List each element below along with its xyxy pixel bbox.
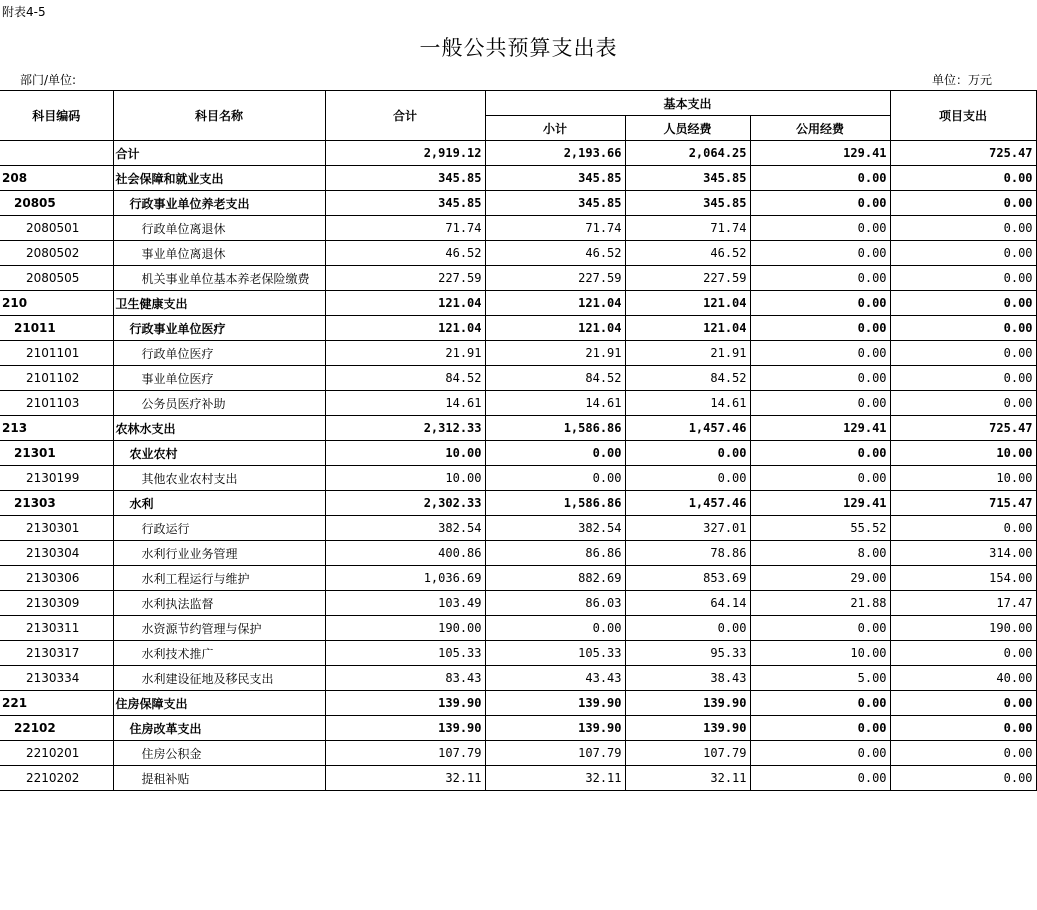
cell-code: 213: [0, 416, 113, 441]
cell-project: 0.00: [890, 166, 1036, 191]
cell-subtotal: 121.04: [485, 316, 625, 341]
cell-total: 227.59: [325, 266, 485, 291]
table-row: [0, 491, 1036, 516]
cell-subtotal: 107.79: [485, 741, 625, 766]
cell-total: 46.52: [325, 241, 485, 266]
cell-personnel: 345.85: [625, 191, 750, 216]
cell-total: 2,312.33: [325, 416, 485, 441]
cell-code: 2130334: [0, 666, 113, 691]
header-name: 科目名称: [113, 91, 325, 141]
cell-project: 0.00: [890, 341, 1036, 366]
table-row: [0, 291, 1036, 316]
cell-code: 2101102: [0, 366, 113, 391]
cell-code: 20805: [0, 191, 113, 216]
cell-project: 0.00: [890, 191, 1036, 216]
cell-personnel: 32.11: [625, 766, 750, 791]
cell-project: 0.00: [890, 641, 1036, 666]
cell-project: 10.00: [890, 441, 1036, 466]
cell-subtotal: 32.11: [485, 766, 625, 791]
cell-project: 0.00: [890, 216, 1036, 241]
cell-subtotal: 882.69: [485, 566, 625, 591]
table-row: [0, 166, 1036, 191]
cell-total: 2,919.12: [325, 141, 485, 166]
cell-total: 121.04: [325, 291, 485, 316]
cell-subtotal: 46.52: [485, 241, 625, 266]
cell-personnel: 71.74: [625, 216, 750, 241]
cell-public: 129.41: [750, 416, 890, 441]
cell-code: 2210201: [0, 741, 113, 766]
cell-total: 103.49: [325, 591, 485, 616]
cell-code: 2130199: [0, 466, 113, 491]
cell-subtotal: 1,586.86: [485, 491, 625, 516]
cell-total: 139.90: [325, 691, 485, 716]
cell-personnel: 0.00: [625, 466, 750, 491]
table-row: [0, 316, 1036, 341]
cell-personnel: 121.04: [625, 316, 750, 341]
cell-code: 21011: [0, 316, 113, 341]
cell-public: 0.00: [750, 741, 890, 766]
cell-personnel: 139.90: [625, 691, 750, 716]
table-row: [0, 241, 1036, 266]
cell-name: 水利建设征地及移民支出: [113, 666, 325, 691]
table-row: [0, 341, 1036, 366]
cell-name: 农林水支出: [113, 416, 325, 441]
cell-name: 社会保障和就业支出: [113, 166, 325, 191]
cell-name: 机关事业单位基本养老保险缴费: [113, 266, 325, 291]
table-row: [0, 616, 1036, 641]
cell-public: 129.41: [750, 491, 890, 516]
cell-public: 0.00: [750, 241, 890, 266]
header-personnel: 人员经费: [625, 116, 750, 141]
cell-name: 住房保障支出: [113, 691, 325, 716]
cell-public: 0.00: [750, 691, 890, 716]
table-row: [0, 141, 1036, 166]
cell-code: 21301: [0, 441, 113, 466]
cell-public: 5.00: [750, 666, 890, 691]
cell-public: 29.00: [750, 566, 890, 591]
table-row: [0, 716, 1036, 741]
cell-project: 0.00: [890, 266, 1036, 291]
cell-subtotal: 139.90: [485, 691, 625, 716]
cell-code: 2130304: [0, 541, 113, 566]
cell-public: 0.00: [750, 166, 890, 191]
cell-public: 10.00: [750, 641, 890, 666]
cell-code: 210: [0, 291, 113, 316]
table-row: [0, 641, 1036, 666]
cell-public: 0.00: [750, 366, 890, 391]
cell-project: 0.00: [890, 766, 1036, 791]
cell-public: 0.00: [750, 266, 890, 291]
cell-project: 0.00: [890, 741, 1036, 766]
cell-name: 其他农业农村支出: [113, 466, 325, 491]
cell-personnel: 1,457.46: [625, 491, 750, 516]
cell-project: 0.00: [890, 391, 1036, 416]
cell-total: 83.43: [325, 666, 485, 691]
table-row: [0, 741, 1036, 766]
cell-total: 107.79: [325, 741, 485, 766]
cell-name: 合计: [113, 141, 325, 166]
cell-public: 21.88: [750, 591, 890, 616]
cell-code: 2080501: [0, 216, 113, 241]
cell-public: 0.00: [750, 441, 890, 466]
table-body: [0, 141, 1036, 791]
cell-personnel: 84.52: [625, 366, 750, 391]
cell-public: 0.00: [750, 616, 890, 641]
cell-subtotal: 21.91: [485, 341, 625, 366]
cell-subtotal: 84.52: [485, 366, 625, 391]
cell-name: 水利: [113, 491, 325, 516]
table-row: [0, 566, 1036, 591]
cell-name: 事业单位医疗: [113, 366, 325, 391]
cell-subtotal: 121.04: [485, 291, 625, 316]
cell-project: 190.00: [890, 616, 1036, 641]
cell-name: 行政事业单位养老支出: [113, 191, 325, 216]
cell-subtotal: 0.00: [485, 441, 625, 466]
cell-subtotal: 139.90: [485, 716, 625, 741]
cell-project: 17.47: [890, 591, 1036, 616]
cell-subtotal: 71.74: [485, 216, 625, 241]
header-total: 合计: [325, 91, 485, 141]
cell-code: 2101103: [0, 391, 113, 416]
table-row: [0, 541, 1036, 566]
page-title: 一般公共预算支出表: [419, 36, 618, 60]
cell-subtotal: 2,193.66: [485, 141, 625, 166]
cell-public: 0.00: [750, 466, 890, 491]
table-row: [0, 666, 1036, 691]
cell-public: 0.00: [750, 391, 890, 416]
cell-code: 2101101: [0, 341, 113, 366]
department-label: 部门/单位:: [20, 73, 77, 87]
cell-total: 10.00: [325, 466, 485, 491]
cell-code: 22102: [0, 716, 113, 741]
cell-total: 21.91: [325, 341, 485, 366]
cell-subtotal: 0.00: [485, 616, 625, 641]
cell-project: 0.00: [890, 691, 1036, 716]
cell-subtotal: 345.85: [485, 191, 625, 216]
table-row: [0, 691, 1036, 716]
cell-project: 0.00: [890, 716, 1036, 741]
table-row: [0, 416, 1036, 441]
cell-name: 行政运行: [113, 516, 325, 541]
table-row: [0, 466, 1036, 491]
cell-subtotal: 345.85: [485, 166, 625, 191]
cell-public: 55.52: [750, 516, 890, 541]
cell-personnel: 95.33: [625, 641, 750, 666]
cell-name: 水利工程运行与维护: [113, 566, 325, 591]
cell-public: 0.00: [750, 766, 890, 791]
cell-project: 0.00: [890, 366, 1036, 391]
table-row: [0, 191, 1036, 216]
cell-personnel: 0.00: [625, 441, 750, 466]
cell-project: 0.00: [890, 516, 1036, 541]
cell-name: 卫生健康支出: [113, 291, 325, 316]
cell-public: 0.00: [750, 191, 890, 216]
cell-subtotal: 1,586.86: [485, 416, 625, 441]
cell-total: 2,302.33: [325, 491, 485, 516]
cell-public: 0.00: [750, 341, 890, 366]
cell-subtotal: 105.33: [485, 641, 625, 666]
cell-public: 0.00: [750, 216, 890, 241]
table-row: [0, 216, 1036, 241]
cell-project: 725.47: [890, 416, 1036, 441]
header-code: 科目编码: [0, 91, 113, 141]
cell-public: 129.41: [750, 141, 890, 166]
cell-total: 32.11: [325, 766, 485, 791]
cell-total: 190.00: [325, 616, 485, 641]
cell-total: 71.74: [325, 216, 485, 241]
cell-project: 314.00: [890, 541, 1036, 566]
cell-personnel: 139.90: [625, 716, 750, 741]
cell-name: 行政单位离退休: [113, 216, 325, 241]
cell-personnel: 14.61: [625, 391, 750, 416]
cell-code: 208: [0, 166, 113, 191]
header-public: 公用经费: [750, 116, 890, 141]
cell-personnel: 64.14: [625, 591, 750, 616]
cell-project: 40.00: [890, 666, 1036, 691]
cell-name: 事业单位离退休: [113, 241, 325, 266]
cell-subtotal: 86.86: [485, 541, 625, 566]
cell-subtotal: 0.00: [485, 466, 625, 491]
cell-subtotal: 382.54: [485, 516, 625, 541]
cell-project: 0.00: [890, 241, 1036, 266]
cell-total: 121.04: [325, 316, 485, 341]
cell-personnel: 78.86: [625, 541, 750, 566]
cell-public: 0.00: [750, 716, 890, 741]
attachment-label: 附表4-5: [2, 5, 46, 19]
cell-code: 21303: [0, 491, 113, 516]
cell-name: 水利行业业务管理: [113, 541, 325, 566]
cell-public: 0.00: [750, 291, 890, 316]
cell-personnel: 46.52: [625, 241, 750, 266]
cell-name: 住房公积金: [113, 741, 325, 766]
table-row: [0, 441, 1036, 466]
cell-personnel: 345.85: [625, 166, 750, 191]
cell-code: 2130306: [0, 566, 113, 591]
header-subtotal: 小计: [485, 116, 625, 141]
cell-public: 0.00: [750, 316, 890, 341]
cell-total: 345.85: [325, 191, 485, 216]
cell-subtotal: 86.03: [485, 591, 625, 616]
cell-subtotal: 227.59: [485, 266, 625, 291]
table-row: [0, 266, 1036, 291]
cell-personnel: 2,064.25: [625, 141, 750, 166]
cell-name: 水资源节约管理与保护: [113, 616, 325, 641]
cell-name: 行政单位医疗: [113, 341, 325, 366]
table-row: [0, 366, 1036, 391]
cell-name: 水利技术推广: [113, 641, 325, 666]
cell-project: 0.00: [890, 291, 1036, 316]
cell-public: 8.00: [750, 541, 890, 566]
cell-subtotal: 43.43: [485, 666, 625, 691]
cell-project: 0.00: [890, 316, 1036, 341]
cell-personnel: 227.59: [625, 266, 750, 291]
cell-project: 725.47: [890, 141, 1036, 166]
cell-personnel: 107.79: [625, 741, 750, 766]
cell-name: 农业农村: [113, 441, 325, 466]
cell-code: 2210202: [0, 766, 113, 791]
cell-project: 715.47: [890, 491, 1036, 516]
cell-personnel: 0.00: [625, 616, 750, 641]
cell-total: 400.86: [325, 541, 485, 566]
table-row: [0, 591, 1036, 616]
cell-code: 2080505: [0, 266, 113, 291]
cell-personnel: 38.43: [625, 666, 750, 691]
budget-table: [0, 90, 1037, 791]
cell-code: 2130317: [0, 641, 113, 666]
cell-subtotal: 14.61: [485, 391, 625, 416]
cell-personnel: 853.69: [625, 566, 750, 591]
cell-personnel: 327.01: [625, 516, 750, 541]
cell-personnel: 121.04: [625, 291, 750, 316]
cell-code: 2080502: [0, 241, 113, 266]
cell-name: 住房改革支出: [113, 716, 325, 741]
unit-label: 单位：万元: [932, 73, 993, 87]
table-row: [0, 766, 1036, 791]
cell-total: 105.33: [325, 641, 485, 666]
cell-code: 2130301: [0, 516, 113, 541]
header-project: 项目支出: [890, 91, 1036, 141]
cell-total: 345.85: [325, 166, 485, 191]
cell-personnel: 21.91: [625, 341, 750, 366]
cell-project: 154.00: [890, 566, 1036, 591]
cell-name: 行政事业单位医疗: [113, 316, 325, 341]
cell-total: 382.54: [325, 516, 485, 541]
cell-total: 1,036.69: [325, 566, 485, 591]
cell-name: 水利执法监督: [113, 591, 325, 616]
cell-code: 2130311: [0, 616, 113, 641]
cell-code: 221: [0, 691, 113, 716]
cell-name: 提租补贴: [113, 766, 325, 791]
cell-total: 14.61: [325, 391, 485, 416]
header-basic: 基本支出: [485, 91, 890, 116]
cell-name: 公务员医疗补助: [113, 391, 325, 416]
table-row: [0, 391, 1036, 416]
cell-personnel: 1,457.46: [625, 416, 750, 441]
cell-code: [0, 141, 113, 166]
cell-code: 2130309: [0, 591, 113, 616]
table-row: [0, 516, 1036, 541]
cell-total: 10.00: [325, 441, 485, 466]
cell-project: 10.00: [890, 466, 1036, 491]
cell-total: 84.52: [325, 366, 485, 391]
cell-total: 139.90: [325, 716, 485, 741]
